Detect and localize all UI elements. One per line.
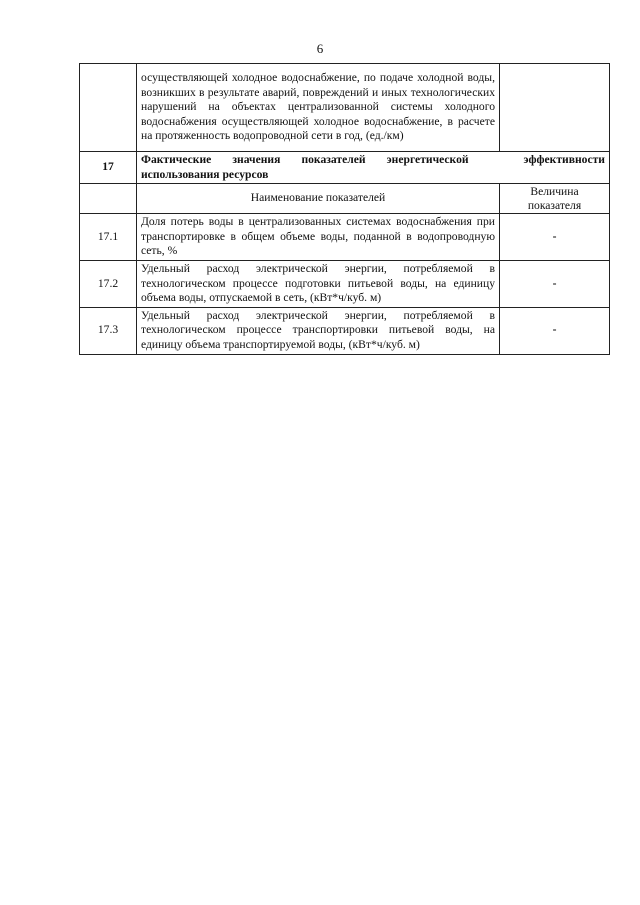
row-number: 17.2 xyxy=(80,260,137,307)
section-title-line1 xyxy=(141,153,605,168)
fragment-num-cell xyxy=(80,64,137,152)
row-number: 17.3 xyxy=(80,307,137,354)
table-row xyxy=(80,214,610,261)
section-row xyxy=(80,152,610,184)
row-value: - xyxy=(500,307,610,354)
fragment-value xyxy=(500,64,610,152)
row-number: 17.1 xyxy=(80,214,137,261)
section-title-cell xyxy=(137,152,610,184)
header-row xyxy=(80,184,610,214)
section-title-main: Фактические значения показателей энергетической xyxy=(141,153,469,166)
row-value: - xyxy=(500,214,610,261)
row-text: Удельный расход электрической энергии, потребляемой в технологическом процессе подготовки питьевой воды, на единицу объема воды, отпускаемой в сеть, (кВт*ч/куб. м) xyxy=(137,260,500,307)
table-row xyxy=(80,260,610,307)
header-value: Величина показателя xyxy=(500,184,610,214)
table-row xyxy=(80,307,610,354)
table-row-fragment xyxy=(80,64,610,152)
page-number: 6 xyxy=(316,41,324,56)
section-number: 17 xyxy=(80,152,137,184)
section-title-tail: эффективности xyxy=(523,153,605,166)
row-text: Доля потерь воды в централизованных системах водоснабжения при транспортировке в общем объеме воды, поданной в водопроводную сеть, % xyxy=(137,214,500,261)
row-value: - xyxy=(500,260,610,307)
section-title-line2: использования ресурсов xyxy=(141,167,269,181)
indicators-table xyxy=(79,63,610,355)
header-num-cell xyxy=(80,184,137,214)
fragment-text: осуществляющей холодное водоснабжение, по подаче холодной воды, возникших в результате аварий, повреждений и иных технологических нарушений на объектах централизованной системы холодного водоснабжения осуществляющей холодное водоснабжение, в расчете на протяженность водопроводной сети в год, (ед./км) xyxy=(137,64,500,152)
row-text: Удельный расход электрической энергии, потребляемой в технологическом процессе транспортировки питьевой воды, на единицу объема транспортируемой воды, (кВт*ч/куб. м) xyxy=(137,307,500,354)
header-name: Наименование показателей xyxy=(137,184,500,214)
